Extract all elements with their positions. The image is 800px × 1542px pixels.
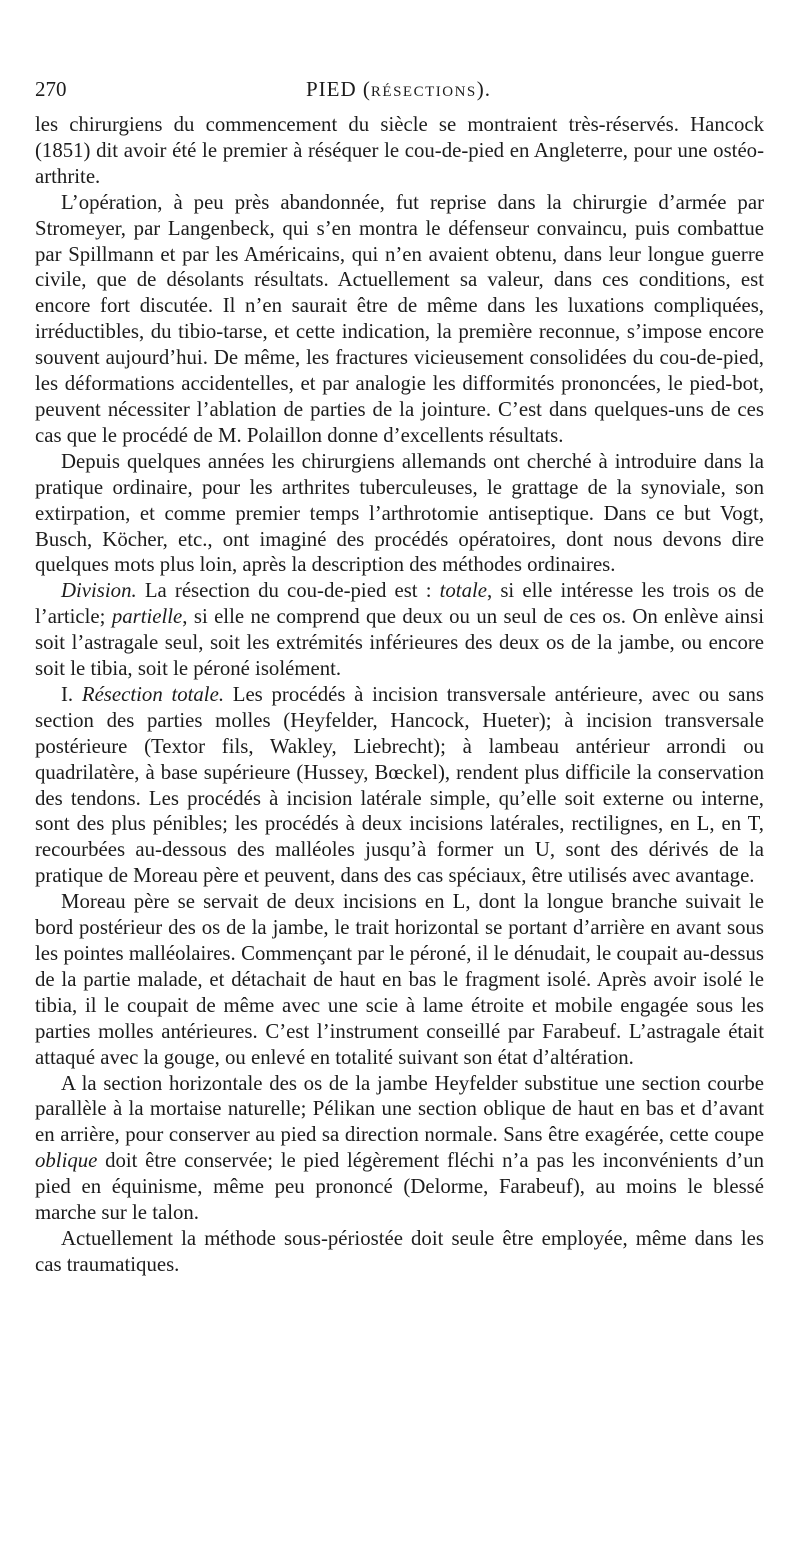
running-head <box>35 74 762 107</box>
paragraph <box>35 449 764 579</box>
italic-text: Division. <box>61 579 137 603</box>
italic-text: partielle <box>111 605 183 629</box>
text-run: , si elle ne comprend que deux ou un seul de ces os. On enlève ainsi soit l’astragale seul, soit les extrémités inférieures des deux os de la jambe, ou encore soit le tibia, soit le péroné isolément. <box>35 605 765 681</box>
text-run: doit être conservée; le pied légèrement fléchi n’a pas les inconvénients d’un pied en équinisme, même peu prononcé (Delorme, Farabeuf), au moins le blessé marche sur le talon. <box>35 1149 764 1225</box>
running-head-main: PIED ( <box>305 77 371 101</box>
body-text <box>35 112 764 1278</box>
paragraph <box>35 190 764 449</box>
text-run: Moreau père se servait de deux incisions en L, dont la longue branche suivait le bord postérieur des os de la jambe, le trait horizontal se portant d’arrière en avant sous les pointes malléolaires. Commençant par le péroné, il le dénudait, le coupait au-dessus de la partie malade, et détachait de haut en bas le fragment isolé. Après avoir isolé le tibia, il le coupait de même avec une scie à lame étroite et mobile engagée sous les parties molles antérieures. C’est l’instrument conseillé par Farabeuf. L’astragale était attaqué avec la gouge, ou enlevé en totalité suivant son état d’altération. <box>35 890 764 1069</box>
paragraph <box>35 889 764 1070</box>
text-run: Depuis quelques années les chirurgiens allemands ont cherché à introduire dans la pratique ordinaire, pour les arthrites tuberculeuses, le grattage de la synoviale, son extirpation, et comme premier temps l’arthrotomie antiseptique. Dans ce but Vogt, Busch, Köcher, etc., ont imaginé des procédés opératoires, dont nous devons dire quelques mots plus loin, après la description des méthodes ordinaires. <box>35 449 764 577</box>
text-run: , si elle intéresse les trois os de l’article; <box>35 579 764 629</box>
text-run: La résection du cou-de-pied est : <box>136 579 440 603</box>
paragraph <box>35 1071 764 1226</box>
page-number: 270 <box>35 77 67 101</box>
paragraph <box>35 682 764 889</box>
italic-text: totale <box>439 579 487 603</box>
paragraph <box>35 112 764 190</box>
text-run: L’opération, à peu près abandonnée, fut reprise dans la chirurgie d’armée par Stromeyer, par Langenbeck, qui s’en montra le défenseur convaincu, puis combattue par Spillmann et par les Américains, qui n’en avaient obtenu, dans leur longue guerre civile, que de désolants résultats. Actuellement sa valeur, dans ces conditions, est encore fort discutée. Il n’en saurait être de même dans les luxations compliquées, irréductibles, du tibio-tarse, et cette indication, la première reconnue, s’impose encore souvent aujourd’hui. De même, les fractures vicieusement consolidées du cou-de-pied, les déformations accidentelles, et par analogie les difformités prononcées, le pied-bot, peuvent nécessiter l’ablation de parties de la jointure. C’est dans quelques-uns de ces cas que le procédé de M. Polaillon donne d’excellents résultats. <box>35 190 764 447</box>
page-header <box>35 74 762 104</box>
running-head-small-caps: RÉSECTIONS <box>370 84 477 100</box>
text-run: I. <box>61 682 82 706</box>
paragraph <box>35 1226 764 1278</box>
paragraph <box>35 578 764 682</box>
text-run: A la section horizontale des os de la jambe Heyfelder substitue une section courbe parallèle à la mortaise naturelle; Pélikan une section oblique de haut en bas et d’avant en arrière, pour conserver au pied sa direction normale. Sans être exagérée, cette coupe <box>35 1071 764 1147</box>
text-run: Les procédés à incision transversale antérieure, avec ou sans section des parties molles (Heyfelder, Hancock, Hueter); à incision transversale postérieure (Textor fils, Wakley, Liebrecht); à lambeau antérieur arrondi ou quadrilatère, à base supérieure (Hussey, Bœckel), rendent plus difficile la conservation des tendons. Les procédés à incision latérale simple, qu’elle soit externe ou interne, sont des plus pénibles; les procédés à deux incisions latérales, rectilignes, en L, en T, recourbées au-dessous des malléoles jusqu’à former un U, sont des dérivés de la pratique de Moreau père et peuvent, dans des cas spéciaux, être utilisés avec avantage. <box>35 682 765 888</box>
italic-text: Résection totale. <box>81 682 225 706</box>
italic-text: oblique <box>35 1149 98 1173</box>
running-head-end: ). <box>476 77 491 101</box>
text-run: les chirurgiens du commencement du siècle se montraient très-réservés. Hancock (1851) dit avoir été le premier à réséquer le cou-de-pied en Angleterre, pour une ostéo-arthrite. <box>35 113 764 188</box>
text-run: Actuellement la méthode sous-périostée doit seule être employée, même dans les cas traumatiques. <box>35 1226 764 1276</box>
